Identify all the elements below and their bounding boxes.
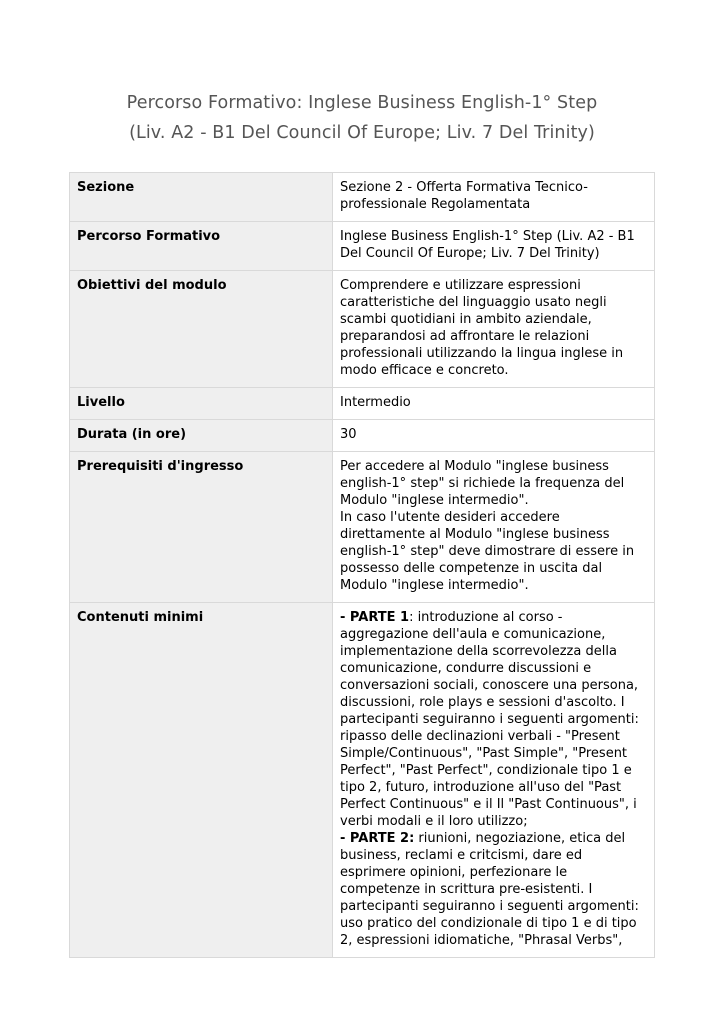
document-subtitle: (Liv. A2 - B1 Del Council Of Europe; Liv. 7 Del Trinity) [129, 123, 595, 143]
row-label-durata: Durata (in ore) [70, 420, 333, 452]
part1-heading: - PARTE 1 [340, 610, 410, 625]
row-value-obiettivi [333, 271, 655, 388]
part2-text: riunioni, negoziazione, etica del business, reclami e critcismi, dare ed esprimere opinioni, perfezionare le competenze in scrittura pre-esistenti. I partecipanti seguiranno i seguenti argomenti: uso pratico del condizionale di tipo 1 e di tipo 2, espressioni idiomatiche, "Phrasal Verbs", [340, 831, 639, 948]
table-row [70, 452, 655, 603]
row-value-prerequisiti [333, 452, 655, 603]
row-label-percorso: Percorso Formativo [70, 222, 333, 271]
row-value-text: Per accedere al Modulo "inglese business english-1° step" si richiede la frequenza del Modulo "inglese intermedio". In caso l'utente desideri accedere direttamente al Modulo "inglese business english-1° step" deve dimostrare di essere in possesso delle competenze in uscita dal Modulo "inglese intermedio". [340, 459, 635, 593]
row-value-text: Comprendere e utilizzare espressioni caratteristiche del linguaggio usato negli scambi quotidiani in ambito aziendale, preparandosi ad affrontare le relazioni professionali utilizzando la lingua inglese in modo efficace e concreto. [340, 278, 624, 378]
row-label-obiettivi: Obiettivi del modulo [70, 271, 333, 388]
row-label-contenuti: Contenuti minimi [70, 603, 333, 958]
table-row [70, 271, 655, 388]
part1-text: : introduzione al corso - aggregazione dell'aula e comunicazione, implementazione della scorrevolezza della comunicazione, condurre discussioni e conversazioni sociali, conoscere una persona, discussioni, role plays e sessioni d'ascolto. I partecipanti seguiranno i seguenti argomenti: ripasso delle declinazioni verbali - "Present Simple/Continuous", "Past Simple", "Present Perfect", "Past Perfect", condizionale tipo 1 e tipo 2, futuro, introduzione all'uso del "Past Perfect Continuous" e il Il "Past Continuous", i verbi modali e il loro utilizzo; [340, 610, 639, 829]
row-label-prerequisiti: Prerequisiti d'ingresso [70, 452, 333, 603]
row-value-contenuti [333, 603, 655, 958]
course-info-table [69, 172, 655, 958]
table-row [70, 388, 655, 420]
table-row [70, 603, 655, 958]
row-value-livello [333, 388, 655, 420]
row-label-sezione: Sezione [70, 173, 333, 222]
row-value-text: Intermedio [340, 395, 411, 410]
row-value-durata [333, 420, 655, 452]
document-title: Percorso Formativo: Inglese Business English-1° Step [126, 93, 598, 113]
table-row [70, 173, 655, 222]
row-value-text: Sezione 2 - Offerta Formativa Tecnico- professionale Regolamentata [340, 180, 588, 212]
row-value-text: 30 [340, 427, 357, 442]
row-value-percorso [333, 222, 655, 271]
row-value-text: Inglese Business English-1° Step (Liv. A2 - B1 Del Council Of Europe; Liv. 7 Del Trinity) [340, 229, 635, 261]
table-row [70, 420, 655, 452]
table-row [70, 222, 655, 271]
part2-heading: - PARTE 2: [340, 831, 415, 846]
contenuti-text [340, 609, 647, 949]
row-label-livello: Livello [70, 388, 333, 420]
row-value-sezione [333, 173, 655, 222]
